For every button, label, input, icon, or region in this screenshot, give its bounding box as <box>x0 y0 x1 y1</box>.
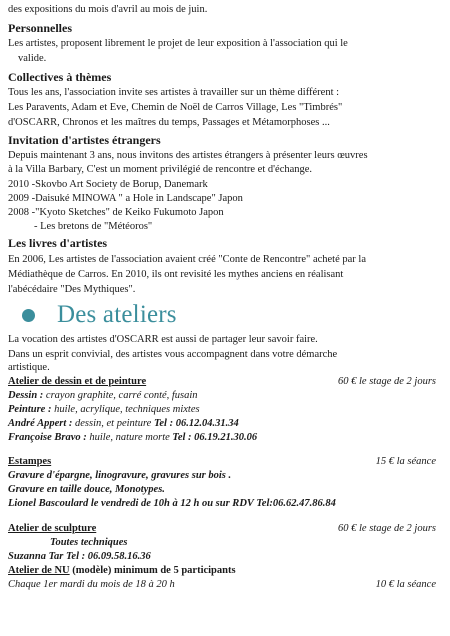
peinture-label: Peinture : <box>8 404 52 415</box>
sculpture-line-1: Toutes techniques <box>50 537 128 548</box>
estampes-heading: Estampes <box>8 456 52 467</box>
livres-heading: Les livres d'artistes <box>8 236 108 250</box>
dessin-price: 60 € le stage de 2 jours <box>338 376 436 387</box>
personnelles-text-1: Les artistes, proposent librement le projet de leur exposition à l'association qui le <box>8 38 348 49</box>
ateliers-title-row <box>22 300 177 330</box>
invitation-item-2010: 2010 -Skovbo Art Society de Borup, Danemark <box>8 179 208 190</box>
estampes-price: 15 € la séance <box>375 456 436 467</box>
ateliers-intro-3: artistique. <box>8 362 50 373</box>
invitation-item-2009: 2009 -Daisuké MINOWA " a Hole in Landscape" Japon <box>8 193 243 204</box>
invitation-text-1: Depuis maintenant 3 ans, nous invitons des artistes étrangers à présenter leurs œuvres <box>8 150 368 161</box>
dessin-line-3 <box>8 418 239 430</box>
livres-text-1: En 2006, Les artistes de l'association avaient créé "Conte de Rencontre" acheté par la <box>8 254 366 265</box>
bravo-tel: Tel : 06.19.21.30.06 <box>172 432 258 443</box>
ateliers-title: Des ateliers <box>57 301 177 328</box>
nu-line-1: Chaque 1er mardi du mois de 18 à 20 h <box>8 579 175 590</box>
invitation-heading: Invitation d'artistes étrangers <box>8 133 161 147</box>
invitation-item-2008: 2008 -"Kyoto Sketches" de Keiko Fukumoto Japon <box>8 207 224 218</box>
collectives-text-1: Tous les ans, l'association invite ses artistes à travailler sur un thème différent : <box>8 87 340 98</box>
ateliers-intro-1: La vocation des artistes d'OSCARR est aussi de partager leur savoir faire. <box>8 334 318 345</box>
bravo-text: huile, nature morte <box>86 432 173 443</box>
estampes-line-2: Gravure en taille douce, Monotypes. <box>8 484 165 495</box>
sculpture-line-2: Suzanna Tar Tel : 06.09.58.16.36 <box>8 551 151 562</box>
collectives-heading: Collectives à thèmes <box>8 70 112 84</box>
appert-label: André Appert : <box>8 418 73 429</box>
sculpture-price: 60 € le stage de 2 jours <box>338 523 436 534</box>
collectives-text-2: Les Paravents, Adam et Eve, Chemin de Noël de Carros Village, Les "Timbrés" <box>8 102 343 113</box>
dessin-line-1 <box>8 390 198 402</box>
nu-heading-rest: (modèle) minimum de 5 participants <box>69 565 236 576</box>
peinture-text: huile, acrylique, techniques mixtes <box>51 404 200 415</box>
bullet-icon <box>22 309 35 322</box>
dessin-text: crayon graphite, carré conté, fusain <box>43 390 198 401</box>
nu-heading <box>8 565 236 577</box>
dessin-line-4 <box>8 432 257 444</box>
livres-text-2: Médiathèque de Carros. En 2010, ils ont revisité les mythes anciens en réalisant <box>8 269 344 280</box>
invitation-item-meteoros: - Les bretons de "Météoros" <box>34 221 153 232</box>
livres-text-3: l'abécédaire "Des Mythiques". <box>8 284 136 295</box>
ateliers-intro-2: Dans un esprit convivial, des artistes vous accompagnent dans votre démarche <box>8 349 338 360</box>
nu-heading-title: Atelier de NU <box>8 565 70 576</box>
personnelles-text-2: valide. <box>18 53 47 64</box>
intro-line: des expositions du mois d'avril au mois de juin. <box>8 4 208 15</box>
appert-text: dessin, et peinture <box>72 418 154 429</box>
appert-tel: Tel : 06.12.04.31.34 <box>153 418 239 429</box>
bascoulard-text: Lionel Bascoulard le vendredi de 10h à 12 h ou sur RDV <box>8 498 254 509</box>
bravo-label: Françoise Bravo : <box>8 432 87 443</box>
collectives-text-3: d'OSCARR, Chronos et les maîtres du temps, Passages et Métamorphoses ... <box>8 117 330 128</box>
invitation-text-2: à la Villa Barbary, C'est un moment privilégié de rencontre et d'échange. <box>8 164 313 175</box>
estampes-line-3 <box>8 498 336 510</box>
personnelles-heading: Personnelles <box>8 21 72 35</box>
dessin-label: Dessin : <box>8 390 44 401</box>
dessin-line-2 <box>8 404 200 416</box>
dessin-heading: Atelier de dessin et de peinture <box>8 376 147 387</box>
estampes-line-1: Gravure d'épargne, linogravure, gravures sur bois . <box>8 470 232 481</box>
sculpture-heading: Atelier de sculpture <box>8 523 97 534</box>
bascoulard-tel: Tel:06.62.47.86.84 <box>256 498 336 509</box>
nu-price: 10 € la séance <box>375 579 436 590</box>
